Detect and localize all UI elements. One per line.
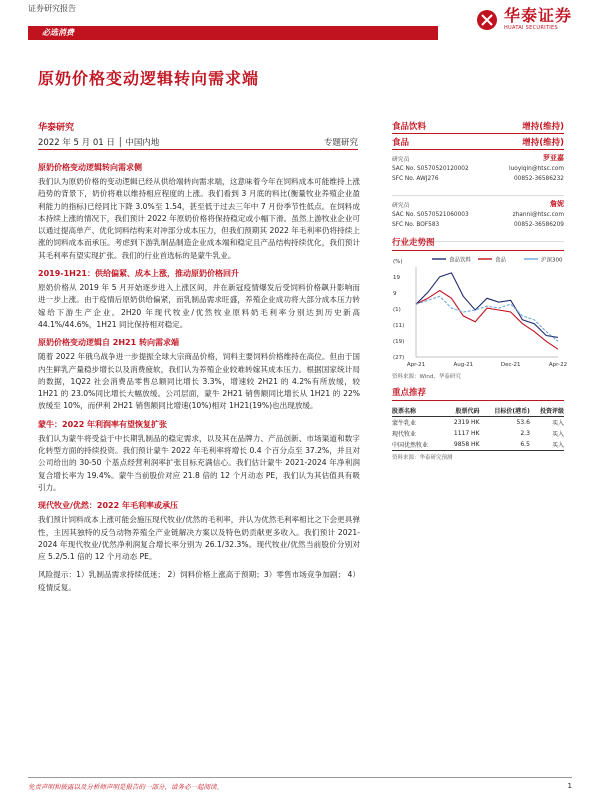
trend-chart-title: 行业走势图: [392, 236, 564, 251]
y-tick-label: (%): [393, 259, 403, 265]
table-header-row: [392, 405, 564, 417]
company-logo: [476, 8, 572, 31]
report-title: 原奶价格变动逻辑转向需求端: [38, 69, 260, 88]
target-price: 2.3: [520, 430, 530, 437]
y-tick-label: 19: [393, 275, 400, 281]
date-rule: [38, 149, 358, 150]
risk-warning: 风险提示：1）乳制品需求持续低迷； 2）饲料价格上涨高于预期；3）零售市场竞争加剧； 4）疫情反复。: [38, 570, 360, 592]
trend-chart: [392, 253, 568, 371]
analyst-sac: SAC No. S0570520120002: [392, 166, 469, 172]
column-header: 投资评级: [539, 408, 564, 415]
analyst-name: 詹妮: [550, 200, 564, 208]
rating-value: 增持(维持): [522, 138, 564, 148]
rating-row: [392, 134, 564, 150]
target-price: 53.6: [516, 419, 530, 426]
recommend-section: [392, 386, 564, 461]
doc-type-label: 证券研究报告: [28, 4, 76, 13]
investment-rating: 买入: [551, 420, 564, 427]
column-header: 股票名称: [392, 408, 417, 415]
trend-chart-section: [392, 236, 568, 380]
chart-source: 资料来源：Wind，华泰研究: [392, 374, 461, 380]
table-row: [392, 417, 564, 429]
huatai-logo-icon: [476, 9, 498, 31]
section-heading: 现代牧业/优然：2022 年毛利率或承压: [38, 501, 178, 511]
rating-value: 增持(维持): [522, 122, 564, 132]
legend-label: 食品: [495, 257, 507, 264]
series-line-1: [416, 273, 558, 338]
analyst-block: [392, 150, 564, 196]
section-heading: 2019-1H21：供给偏紧、成本上涨，推动原奶价格回升: [38, 269, 239, 279]
table-row: [392, 428, 564, 439]
rating-sector: 食品: [392, 138, 410, 148]
footer-disclaimer: 免责声明和披露以及分析师声明是报告的一部分，请务必一起阅读。: [28, 783, 223, 791]
main-column: [38, 162, 360, 600]
footer-rule: [28, 777, 572, 778]
x-tick-label: Aug-21: [453, 362, 474, 368]
investment-rating: 买入: [551, 431, 564, 438]
stock-code: 9858 HK: [453, 441, 480, 448]
research-label: 华泰研究: [38, 123, 75, 133]
section-5: [38, 500, 360, 563]
logo-name-en: HUATAI SECURITIES: [503, 25, 558, 31]
rating-box: [392, 118, 564, 242]
section-3: [38, 337, 360, 412]
y-tick-label: (11): [393, 323, 405, 329]
y-tick-label: (19): [393, 339, 405, 345]
section-body: 原奶价格从 2019 年 5 月开始逐步进入上涨区间，并在新冠疫情爆发后受饲料价格飙升影响而进一步上涨。由于疫情后原奶供给偏紧，而乳制品需求旺盛，养殖企业成功将大部分成本压力转嫁给下游生产企业。2H20 年现代牧业/优然牧业原料奶毛利率分别达到历史新高 44.1%/44.6%，1H21 同比保持相对稳定。: [38, 283, 360, 329]
section-body: 我们认为蒙牛将受益于中长期乳制品的稳定需求，以及其在品牌力、产品创新、市场渠道和数字化转型方面的持续投资。我们预计蒙牛 2022 年毛利率将增长 0.4 个百分点至 37.2%，并且对公司给出的 30-50 个基点经营利润率扩张目标充满信心。我们估计蒙牛 2021-2024 年净利润复合增长率为 19.4%。蒙牛当前股价对应 21.8 倍的 12 个月动态 PE，我们认为其估值具有吸引力。: [38, 433, 360, 492]
chart-legend: [432, 256, 563, 264]
y-tick-label: 9: [393, 291, 397, 297]
date-text: 2022 年 5 月 01 日 │ 中国内地: [38, 138, 160, 148]
recommend-title: 重点推荐: [392, 386, 564, 401]
analyst-email[interactable]: zhanni@htsc.com: [512, 212, 564, 218]
stock-name: 蒙牛乳业: [392, 420, 417, 427]
section-1: [38, 162, 360, 262]
section-heading: 原奶价格变动逻辑转向需求侧: [38, 163, 142, 172]
section-body: 我们预计饲料成本上涨可能会施压现代牧业/优然的毛利率，并认为优然毛利率相比之下会更具弹性，主因其独特的反刍动物养殖全产业链解决方案以及特色奶贡献更多收入。我们预计 2021-2024 年现代牧业/优然净利润复合增长率分别为 26.1/32.3%。现代牧业/优然当前股价分别对应 5.2/5.1 倍的 12 个月动态 PE。: [38, 515, 360, 562]
analyst-role: 研究员: [392, 203, 410, 209]
section-4: [38, 419, 360, 494]
page-number: 1: [567, 782, 572, 790]
x-tick-label: Apr-21: [406, 362, 426, 368]
chart-series: [416, 273, 558, 349]
report-type: 专题研究: [323, 138, 358, 148]
rating-sector: 食品饮料: [392, 122, 427, 132]
column-header: 目标价(港币): [494, 408, 530, 415]
analyst-phone: 00852-36586209: [513, 222, 564, 228]
analyst-phone: 00852-36586232: [513, 176, 564, 182]
x-tick-label: Dec-21: [500, 362, 521, 368]
x-tick-label: Apr-22: [548, 362, 568, 368]
date-line: [38, 136, 358, 148]
investment-rating: 买入: [551, 442, 564, 449]
section-body: 随着 2022 年俄乌战争进一步提振全球大宗商品价格，饲料主要饲料价格维持在高位。但由于国内生鲜乳产量稳步增长以及消费疲软，我们认为养殖企业较难转嫁其成本压力。根据国家统计局的数据，1Q22 社会消费品零售总额同比增长 3.3%，增速较 2H21 的 4.2%有所放缓，较 1H21 的 23.0%同比增长大幅放缓。公司层面，蒙牛 2H21 销售额同比增长从 1H21 的 22%放缓至 10%，而伊利 2H21 销售额同比增速(10%)相对 1H21(19%)也出现放缓。: [38, 352, 360, 411]
table-row: [392, 439, 564, 451]
header-bar: [28, 26, 438, 40]
section-tag: 必选消费: [42, 28, 74, 37]
target-price: 6.5: [520, 441, 530, 448]
stock-name: 中国优然牧业: [392, 442, 429, 449]
analyst-sfc: SFC No. BOF583: [392, 222, 440, 228]
recommend-table: [392, 405, 564, 451]
y-tick-label: (27): [393, 355, 405, 361]
analyst-sac: SAC No. S0570521060003: [392, 212, 469, 218]
series-line-2: [416, 291, 558, 350]
chart-x-axis: [407, 357, 567, 368]
analyst-role: 研究员: [392, 157, 410, 163]
rating-row: [392, 118, 564, 134]
series-line-3: [416, 296, 558, 341]
stock-name: 现代牧业: [392, 431, 417, 438]
section-2: [38, 268, 360, 331]
section-heading: 原奶价格变动逻辑自 2H21 转向需求端: [38, 338, 179, 348]
section-body: 我们认为原奶价格的变动逻辑已经从供给端转向需求端，这意味着今年在饲料成本可能维持上涨趋势的背景下，奶价将难以维持相应程度的上涨。我们看到 3 月底的料比(衡量牧业养殖企业盈利能力的指标)已经同比下降 3.0%至 1.54，甚至低于过去三年中 7 月份季节性低点。在饲料成本持续上涨的情况下，我们预计 2022 年原奶价格将保持稳定或小幅下滑。虽然上游牧业企业可以通过提高单产、优化饲料结构来对冲部分成本压力，但我们预期其 2022 年毛利率仍将持续上涨的饲料成本而承压。考虑到下游乳制品制造企业成本端和稳定且产品结构持续优化，我们预计其毛利率有望实现扩张。我们的行业首选标的是蒙牛乳业。: [38, 177, 360, 260]
analyst-sfc: SFC No. AWJ276: [392, 176, 439, 182]
legend-label: 沪深300: [541, 257, 563, 264]
recommend-source: 资料来源：华泰研究预测: [392, 455, 453, 461]
stock-code: 2319 HK: [453, 419, 480, 426]
column-header: 股票代码: [455, 408, 480, 415]
logo-name-cn: 华泰证券: [503, 6, 572, 25]
stock-code: 1117 HK: [453, 430, 480, 437]
analyst-email[interactable]: luoyiqin@htsc.com: [508, 166, 564, 172]
y-tick-label: (1): [393, 307, 401, 313]
legend-label: 食品饮料: [449, 257, 472, 264]
chart-y-axis: [393, 259, 416, 361]
section-heading: 蒙牛：2022 年利润率有望恢复扩张: [38, 419, 168, 429]
analyst-name: 罗亚嘉: [543, 154, 564, 162]
